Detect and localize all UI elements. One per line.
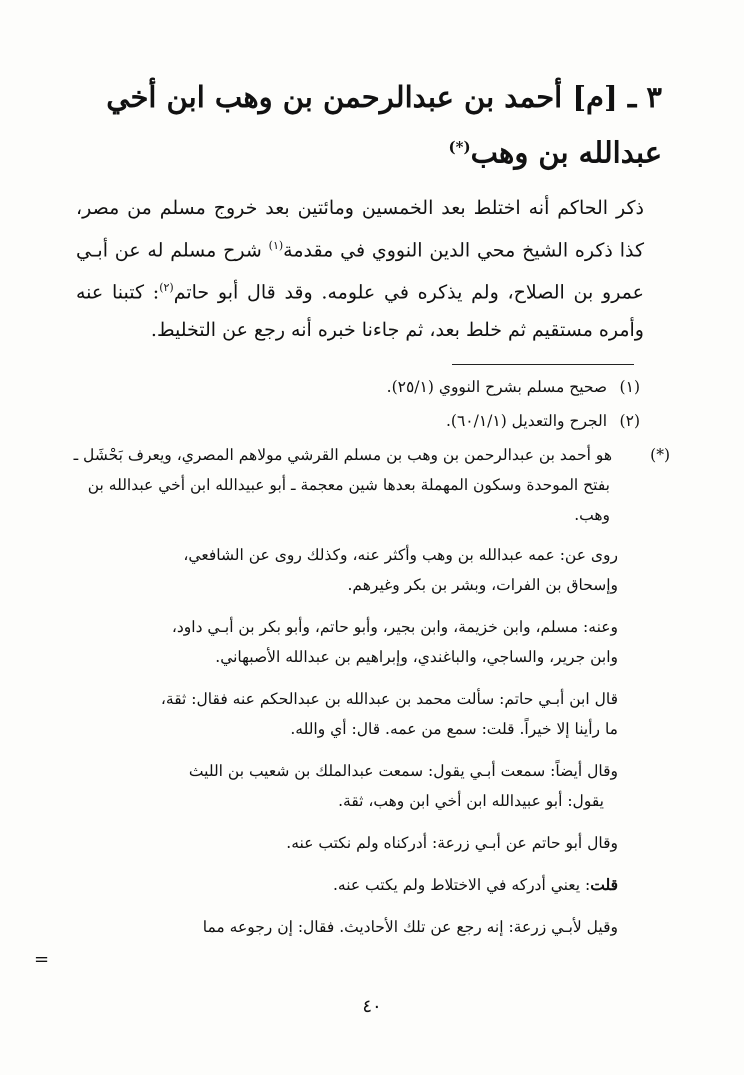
entry-number: ٣ ـ [م] [572, 80, 662, 114]
body-paragraph: ذكر الحاكم أنه اختلط بعد الخمسين ومائتين بعد خروج مسلم من مصر، كذا ذكره الشيخ محي الدين النووي في مقدمة$^{(١)}$ شرح مسلم له عن أبـي عمرو بن الصلاح، ولم يذكره في علومه. وقد قال أبو حاتم$^{(٢)}$: كتبنا عنه وأمره مستقيم ثم خلط بعد، ثم جاءنا خبره أنه رجع عن التخليط. [76, 197, 645, 341]
footnote-3-number: (*) [650, 446, 670, 464]
footnote-3 [72, 440, 670, 530]
footnote-2-text: الجرح والتعديل (٦٠/١/١). [445, 412, 608, 430]
footnote-1-number: (١) [619, 378, 640, 396]
author-comment: قلت: يعني أدركه في الاختلاط ولم يكتب عنه. [332, 875, 618, 894]
continuation-mark: = [34, 949, 50, 970]
footnote-ref-1: (١) [268, 239, 284, 252]
footnotes [72, 372, 670, 954]
entry-body [76, 190, 644, 349]
footnote-divider [452, 364, 634, 365]
footnote-2 [72, 406, 640, 436]
footnote-2-number: (٢) [619, 412, 640, 430]
also-said-quote: وقال أيضاً: سمعت أبـي يقول: سمعت عبدالملك بن شعيب بن الليث يقول: أبو عبيدالله ابن أخي ابن وهب، ثقة. [188, 762, 618, 810]
qult-label: قلت [590, 875, 618, 894]
entry-name: أحمد بن عبدالرحمن بن وهب ابن أخي عبدالله بن وهب [106, 80, 662, 170]
abu-zura-quote: وقال أبو حاتم عن أبـي زرعة: أدركناه ولم نكتب عنه. [286, 834, 618, 852]
footnote-1-text: صحيح مسلم بشرح النووي (٢٥/١). [386, 378, 608, 396]
abu-zura-retraction: وقيل لأبـي زرعة: إنه رجع عن تلك الأحاديث. فقال: إن رجوعه مما [202, 918, 618, 936]
entry-note-mark: (*) [448, 138, 471, 156]
narrators-from-him: وعنه: مسلم، وابن خزيمة، وابن بجير، وأبو حاتم، وأبو بكر بن أبـي داود، وابن جرير، والساجي، والباغندي، وإبراهيم بن عبدالله الأصبهاني. [171, 618, 618, 666]
page-number: ٤٠ [362, 996, 382, 1017]
footnote-ref-2: (٢) [159, 281, 174, 295]
footnote-3-text: هو أحمد بن عبدالرحمن بن وهب بن مسلم القرشي مولاهم المصري، ويعرف بَحْشَل ـ بفتح الموحدة وسكون المهملة بعدها شين معجمة ـ أبو عبيدالله ابن أخي عبدالله بن وهب. [73, 446, 612, 524]
entry-heading [60, 72, 662, 178]
narrated-from: روى عن: عمه عبدالله بن وهب وأكثر عنه، وكذلك روى عن الشافعي، وإسحاق بن الفرات، وبشر بن بكر وغيرهم. [183, 546, 618, 594]
footnote-1 [72, 372, 640, 402]
ibn-abi-hatim-quote: قال ابن أبـي حاتم: سألت محمد بن عبدالله بن عبدالحكم عنه فقال: ثقة، ما رأينا إلا خيراً. قلت: سمع من عمه. قال: أي والله. [160, 690, 618, 738]
